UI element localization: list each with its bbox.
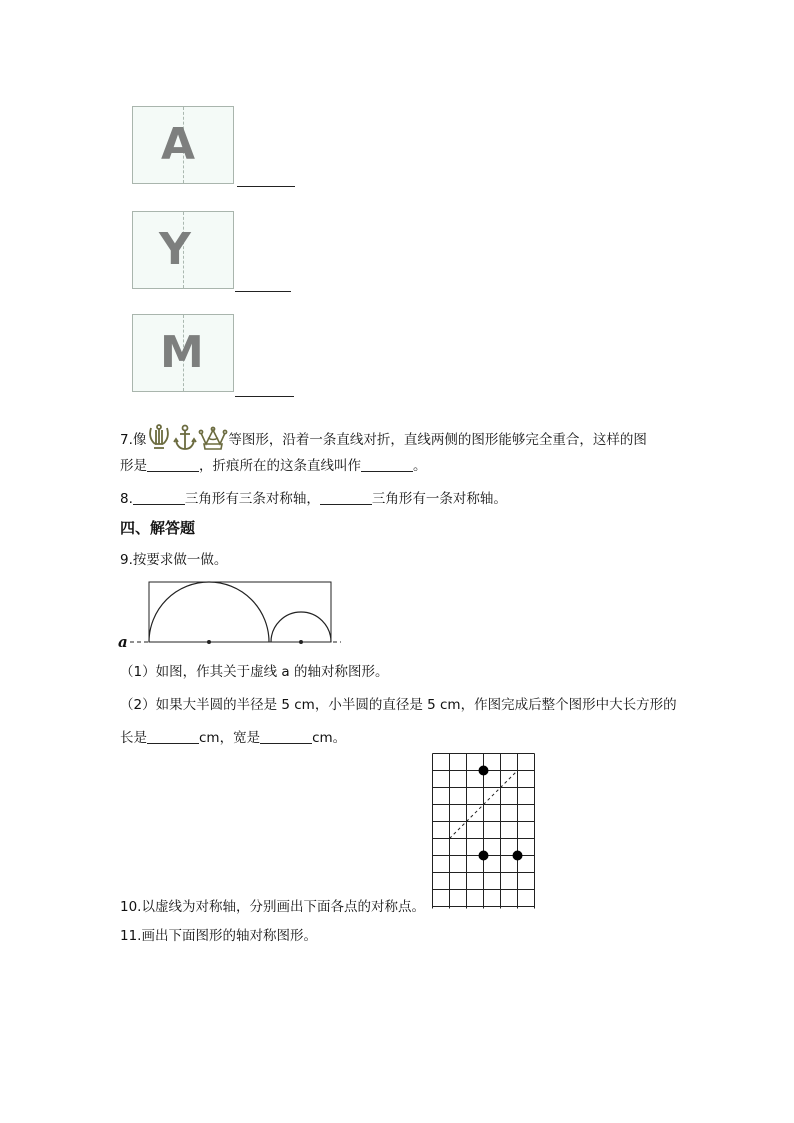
- q9-sub2-b: cm，宽是: [199, 730, 261, 746]
- q9-sub2-a: 长是: [120, 730, 147, 746]
- small-semicircle: [271, 612, 331, 642]
- q8-prefix: 8.: [120, 491, 133, 507]
- point-1: [479, 766, 489, 776]
- answer-line-m[interactable]: [235, 396, 294, 397]
- q7-text1: 等图形，沿着一条直线对折，直线两侧的图形能够完全重合，这样的图: [228, 432, 647, 448]
- point-2: [479, 851, 489, 861]
- q7-blank-1[interactable]: [147, 457, 199, 472]
- q7-prefix: 7.像: [120, 432, 147, 448]
- q9-title: 9.按要求做一做。: [120, 552, 228, 568]
- q10-text: 10.以虚线为对称轴，分别画出下面各点的对称点。: [120, 899, 425, 915]
- q8-text1: 三角形有三条对称轴，: [184, 491, 320, 507]
- crown-icon: [198, 424, 228, 458]
- figure-card-y: [132, 211, 234, 289]
- figure-card-a: [132, 106, 234, 184]
- half-letter-m: M: [160, 327, 204, 378]
- axis-label-a: a: [118, 633, 128, 651]
- q9-blank-width[interactable]: [260, 729, 312, 744]
- q9-sub1: （1）如图，作其关于虚线 a 的轴对称图形。: [120, 664, 389, 680]
- q8-blank-1[interactable]: [133, 490, 185, 505]
- q7-text2a: 形是: [120, 458, 147, 474]
- half-letter-a: A: [161, 119, 196, 170]
- q9-sub2-c: cm。: [312, 730, 347, 746]
- q7-text2c: 。: [413, 458, 427, 474]
- q9-sub2-line1: （2）如果大半圆的半径是 5 cm，小半圆的直径是 5 cm，作图完成后整个图形中大长方形的: [120, 697, 677, 713]
- figure-card-m: [132, 314, 234, 392]
- answer-line-y[interactable]: [235, 291, 291, 292]
- lyre-icon: [146, 424, 172, 458]
- answer-line-a[interactable]: [237, 186, 295, 187]
- q7-line2: [120, 456, 427, 476]
- q9-sub2-line2: [120, 728, 346, 748]
- large-semicircle: [149, 582, 269, 642]
- q9-figure: [116, 574, 346, 654]
- q8-text2: 三角形有一条对称轴。: [371, 491, 507, 507]
- q7-text2b: ，折痕所在的这条直线叫作: [199, 458, 361, 474]
- section-title: 四、解答题: [120, 519, 196, 537]
- grid-lines: [433, 754, 535, 909]
- half-letter-y: Y: [159, 224, 191, 275]
- small-center-dot: [299, 640, 303, 644]
- point-3: [513, 851, 523, 861]
- q9-blank-length[interactable]: [147, 729, 199, 744]
- q11-text: 11.画出下面图形的轴对称图形。: [120, 928, 317, 944]
- q7-blank-2[interactable]: [361, 457, 413, 472]
- anchor-icon: [172, 424, 198, 458]
- q10-grid: [432, 753, 536, 909]
- q8-blank-2[interactable]: [320, 490, 372, 505]
- q8-line: [120, 489, 507, 509]
- q7-line1: [120, 424, 647, 458]
- large-center-dot: [207, 640, 211, 644]
